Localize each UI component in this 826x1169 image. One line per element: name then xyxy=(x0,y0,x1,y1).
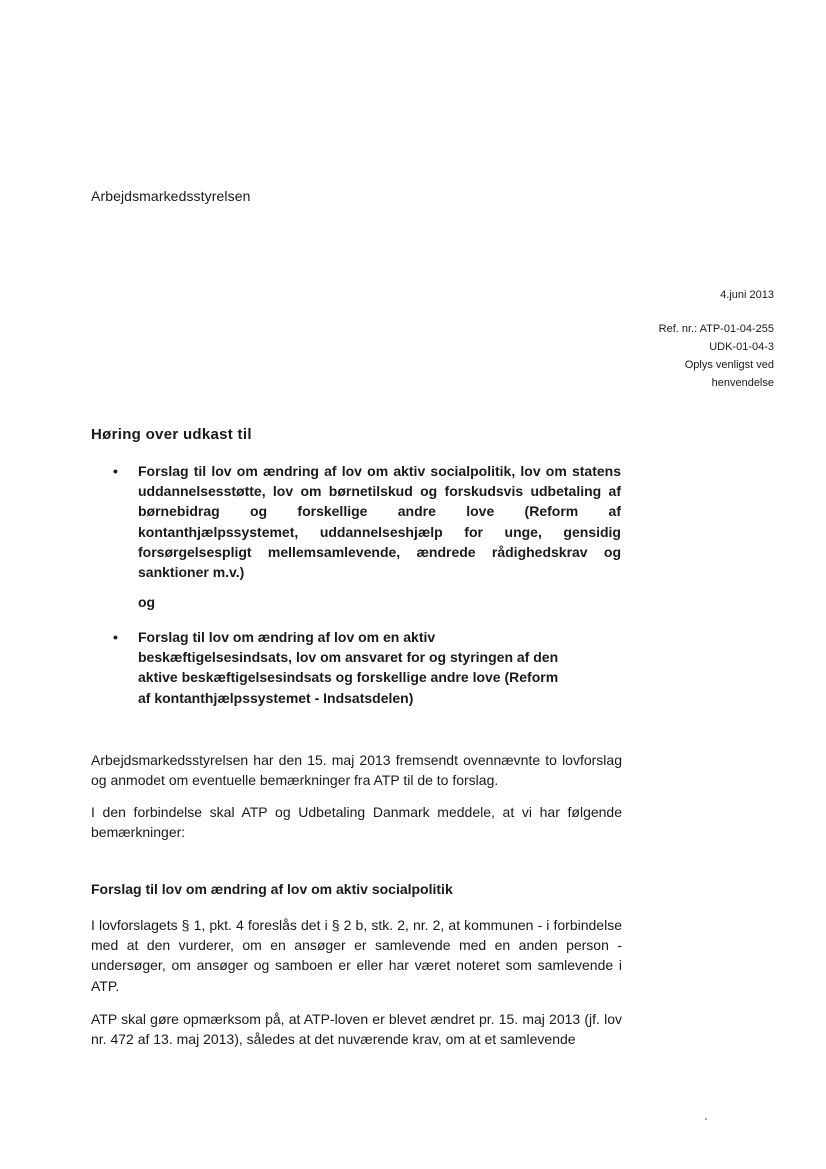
section-heading: Forslag til lov om ændring af lov om aktiv socialpolitik xyxy=(91,881,453,897)
reference-udk: UDK-01-04-3 xyxy=(709,341,774,353)
conjunction-text: og xyxy=(138,594,156,610)
bullet-text-1: Forslag til lov om ændring af lov om aktiv socialpolitik, lov om statens uddannelsesstøtte, lov om børnetilskud og forskudsvis udbetaling af børnebidrag og forskellige andre love (Reform af kontanthjælpssystemet, uddannelseshjælp for unge, gensidig forsørgelsespligt mellemsamlevende, ændrede rådighedskrav og sanktioner m.v.) xyxy=(138,463,621,581)
letter-heading: Høring over udkast til xyxy=(91,426,252,443)
section-paragraph-1: I lovforslagets § 1, pkt. 4 foreslås det i § 2 b, stk. 2, nr. 2, at kommunen - i forbindelse med at den vurderer, om en ansøger er samlevende med en anden person - undersøger, om ansøger og samboen er eller har været noteret som samlevende i ATP. xyxy=(91,917,622,994)
section-paragraph-2: ATP skal gøre opmærksom på, at ATP-loven er blevet ændret pr. 15. maj 2013 (jf. lov nr. 472 af 13. maj 2013), således at det nuværende krav, om at et samlevende xyxy=(91,1011,622,1048)
reference-number: Ref. nr.: ATP-01-04-255 xyxy=(658,323,774,335)
bullet-icon: • xyxy=(113,463,118,479)
bullet-item-2 xyxy=(91,627,571,708)
paragraph-2: I den forbindelse skal ATP og Udbetaling Danmark meddele, at vi har følgende bemærkninger: xyxy=(91,804,622,841)
bullet-icon: • xyxy=(113,629,118,645)
letter-date: 4.juni 2013 xyxy=(720,289,774,301)
paragraph-1: Arbejdsmarkedsstyrelsen har den 15. maj 2013 fremsendt ovennævnte to lovforslag og anmodet om eventuelle bemærkninger fra ATP til de to forslag. xyxy=(91,752,622,789)
reference-note-line-1: Oplys venligst ved xyxy=(684,359,774,371)
bullet-item-1 xyxy=(91,461,621,582)
recipient-name: Arbejdsmarkedsstyrelsen xyxy=(91,188,251,204)
reference-block xyxy=(659,320,774,392)
reference-note-line-2: henvendelse xyxy=(711,377,774,389)
bullet-text-2: Forslag til lov om ændring af lov om en aktiv beskæftigelsesindsats, lov om ansvaret for og styringen af den aktive beskæftigelsesindsats og forskellige andre love (Reform af kontanthjælpssystemet - Indsatsdelen) xyxy=(138,629,559,706)
scan-speck xyxy=(705,1118,707,1120)
